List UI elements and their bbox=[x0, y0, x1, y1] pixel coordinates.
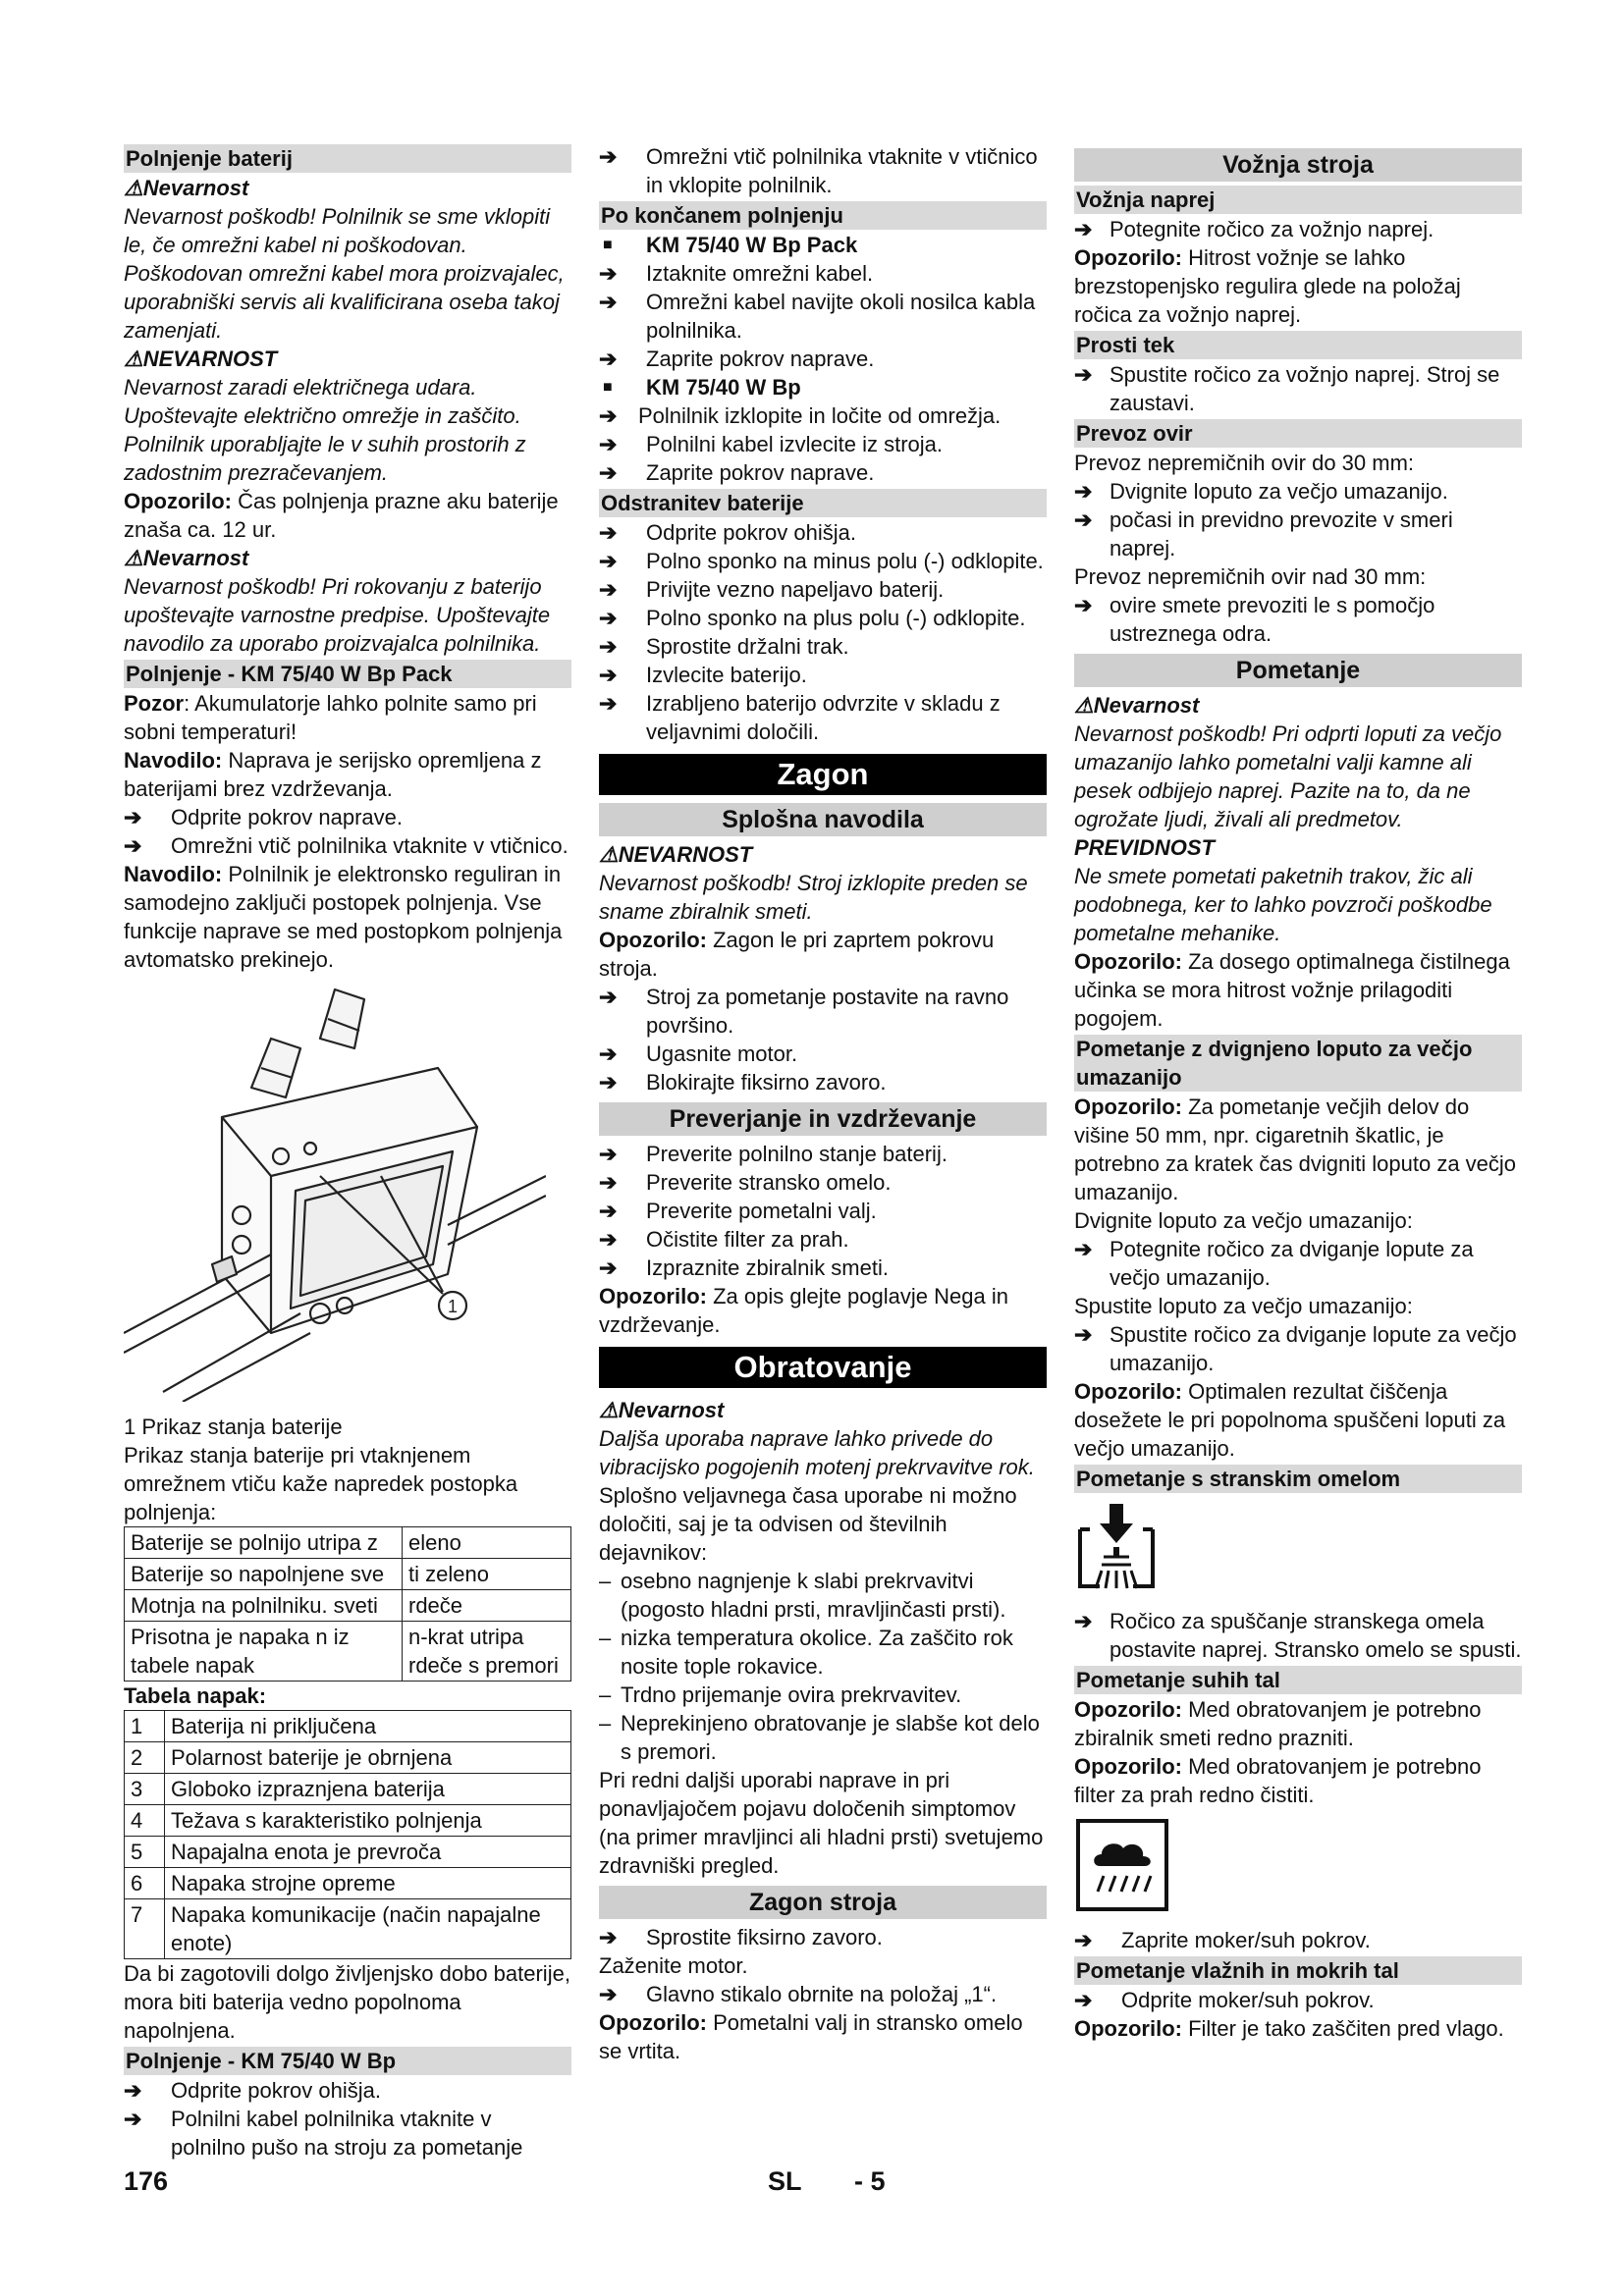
arrow-icon: ➔ bbox=[599, 1070, 618, 1095]
warning-title: ⚠Nevarnost bbox=[124, 176, 249, 200]
step: ➔ Privijte vezno napeljavo baterij. bbox=[599, 577, 945, 602]
arrow-icon: ➔ bbox=[599, 606, 618, 630]
warning-title: PREVIDNOST bbox=[1074, 835, 1216, 860]
arrow-icon: ➔ bbox=[599, 520, 618, 545]
step: ➔ Zaprite moker/suh pokrov. bbox=[1074, 1928, 1371, 1952]
arrow-icon: ➔ bbox=[599, 1041, 618, 1066]
arrow-icon: ➔ bbox=[599, 1142, 618, 1166]
step: ➔ Odprite pokrov ohišja. bbox=[599, 520, 856, 545]
list-item: – osebno nagnjenje k slabi prekrvavitvi (pogosto hladni prsti, mravljinčasti prsti). bbox=[599, 1569, 1006, 1622]
table-row: 5 Napajalna enota je prevroča bbox=[125, 1837, 571, 1868]
table-row: 4 Težava s karakteristiko polnjenja bbox=[125, 1805, 571, 1837]
heading-suha-tla: Pometanje suhih tal bbox=[1074, 1666, 1522, 1694]
arrow-icon: ➔ bbox=[599, 403, 618, 428]
arrow-icon: ➔ bbox=[124, 805, 142, 829]
note: Opozorilo: Čas polnjenja prazne aku baterije znaša ca. 12 ur. bbox=[124, 489, 559, 542]
arrow-icon: ➔ bbox=[124, 833, 142, 858]
warning-text: Nevarnost poškodb! Pri odprti loputi za večjo umazanijo lahko pometalni valji kamne ali pesek odbijejo naprej. Pazite na to, da ne ogrožate ljudi, živali ali predmetov. bbox=[1074, 721, 1502, 831]
note: Opozorilo: Med obratovanjem je potrebno filter za prah redno čistiti. bbox=[1074, 1754, 1482, 1807]
note: Opozorilo: Filter je tako zaščiten pred vlago. bbox=[1074, 2016, 1504, 2041]
step: ➔ Omrežni vtič polnilnika vtaknite v vtičnico. bbox=[124, 833, 568, 858]
note: Opozorilo: Med obratovanjem je potrebno zbiralnik smeti redno prazniti. bbox=[1074, 1697, 1482, 1750]
wet-dry-flap-icon bbox=[1074, 1815, 1172, 1913]
step: ➔ Odprite pokrov ohišja. bbox=[124, 2078, 381, 2103]
step: ➔ Omrežni kabel navijte okoli nosilca kabla polnilnika. bbox=[599, 290, 1036, 343]
paragraph: Spustite loputo za večjo umazanijo: bbox=[1074, 1294, 1413, 1318]
arrow-icon: ➔ bbox=[599, 144, 618, 169]
step: ➔ Ugasnite motor. bbox=[599, 1041, 798, 1066]
step: ➔ Odprite moker/suh pokrov. bbox=[1074, 1988, 1375, 2012]
table-row: Baterije se polnijo utripa z eleno bbox=[125, 1527, 571, 1559]
step: ➔ Polnilni kabel izvlecite iz stroja. bbox=[599, 432, 944, 456]
arrow-icon: ➔ bbox=[1074, 1988, 1093, 2012]
step: ➔ Izpraznite zbiralnik smeti. bbox=[599, 1255, 889, 1280]
note: Opozorilo: Zagon le pri zaprtem pokrovu stroja. bbox=[599, 928, 995, 981]
battery-charger-illustration bbox=[124, 980, 546, 1402]
arrow-icon: ➔ bbox=[599, 691, 618, 716]
step: ➔ Dvignite loputo za večjo umazanijo. bbox=[1074, 479, 1448, 504]
step: ➔ Iztaknite omrežni kabel. bbox=[599, 261, 874, 286]
note: Pozor: Akumulatorje lahko polnite samo pri sobni temperaturi! bbox=[124, 691, 537, 744]
error-table bbox=[124, 1710, 571, 1959]
arrow-icon: ➔ bbox=[1074, 1609, 1093, 1633]
note: Opozorilo: Pometalni valj in stransko omelo se vrtita. bbox=[599, 2010, 1023, 2063]
arrow-icon: ➔ bbox=[1074, 593, 1093, 617]
arrow-icon: ➔ bbox=[599, 1170, 618, 1195]
heading-polnjenje-pack: Polnjenje - KM 75/40 W Bp Pack bbox=[124, 660, 571, 688]
warning-title: ⚠NEVARNOST bbox=[124, 347, 278, 371]
step: ➔ Polno sponko na minus polu (-) odklopite. bbox=[599, 549, 1044, 573]
step: ➔ ovire smete prevoziti le s pomočjo ustreznega odra. bbox=[1074, 593, 1435, 646]
warning-text: Nevarnost zaradi električnega udara. Upoštevajte električno omrežje in zaščito. Polnilnik uporabljajte le v suhih prostorih z zadostnim prezračevanjem. bbox=[124, 375, 526, 485]
error-table-title: Tabela napak: bbox=[124, 1683, 267, 1708]
list-item: – nizka temperatura okolice. Za zaščito rok nosite tople rokavice. bbox=[599, 1626, 1013, 1679]
step: ➔ Očistite filter za prah. bbox=[599, 1227, 849, 1252]
note: Navodilo: Naprava je serijsko opremljena z baterijami brez vzdrževanja. bbox=[124, 748, 542, 801]
arrow-icon: ➔ bbox=[599, 549, 618, 573]
subheading: ■ KM 75/40 W Bp bbox=[599, 373, 1047, 401]
arrow-icon: ➔ bbox=[1074, 1928, 1093, 1952]
figure-caption: 1 Prikaz stanja baterije bbox=[124, 1415, 343, 1439]
arrow-icon: ➔ bbox=[599, 1255, 618, 1280]
step: ➔ Ročico za spuščanje stranskega omela postavite naprej. Stransko omelo se spusti. bbox=[1074, 1609, 1522, 1662]
paragraph: Pri redni daljši uporabi naprave in pri ponavljajočem pojavu določenih simptomov (na primer mravljinci ali hladni prsti) svetujemo zdravniški pregled. bbox=[599, 1768, 1044, 1878]
table-row: 3 Globoko izpraznjena baterija bbox=[125, 1774, 571, 1805]
heading-zagon: Zagon bbox=[599, 754, 1047, 795]
side-brush-lower-icon bbox=[1074, 1500, 1159, 1594]
list-item: – Neprekinjeno obratovanje je slabše kot delo s premori. bbox=[599, 1711, 1040, 1764]
figure-description: Prikaz stanja baterije pri vtaknjenem omrežnem vtiču kaže napredek postopka polnjenja: bbox=[124, 1443, 518, 1524]
step: ➔ Preverite polnilno stanje baterij. bbox=[599, 1142, 947, 1166]
step: ➔ Zaprite pokrov naprave. bbox=[599, 460, 875, 485]
arrow-icon: ➔ bbox=[599, 1227, 618, 1252]
table-row: Baterije so napolnjene sve ti zeleno bbox=[125, 1559, 571, 1590]
step: ➔ Sprostite fiksirno zavoro. bbox=[599, 1925, 883, 1949]
arrow-icon: ➔ bbox=[124, 2078, 142, 2103]
step: ➔ Zaprite pokrov naprave. bbox=[599, 347, 875, 371]
arrow-icon: ➔ bbox=[599, 460, 618, 485]
step: ➔ Potegnite ročico za vožnjo naprej. bbox=[1074, 217, 1435, 241]
step: ➔ Stroj za pometanje postavite na ravno površino. bbox=[599, 985, 1009, 1038]
arrow-icon: ➔ bbox=[599, 1925, 618, 1949]
paragraph: Prevoz nepremičnih ovir nad 30 mm: bbox=[1074, 564, 1427, 589]
step: ➔ Potegnite ročico za dviganje lopute za večjo umazanijo. bbox=[1074, 1237, 1474, 1290]
step: ➔ Spustite ročico za vožnjo naprej. Stroj se zaustavi. bbox=[1074, 362, 1500, 415]
step: ➔ Spustite ročico za dviganje lopute za večjo umazanijo. bbox=[1074, 1322, 1517, 1375]
arrow-icon: ➔ bbox=[1074, 217, 1093, 241]
note: Navodilo: Polnilnik je elektronsko reguliran in samodejno zaključi postopek polnjenja. Vse funkcije naprave se med postopkom polnjenja avtomatsko prekinejo. bbox=[124, 862, 563, 972]
warning-title: ⚠Nevarnost bbox=[599, 1398, 725, 1422]
table-row: Motnja na polnilniku. sveti rdeče bbox=[125, 1590, 571, 1622]
paragraph: Zaženite motor. bbox=[599, 1953, 748, 1978]
heading-po-koncanem: Po končanem polnjenju bbox=[599, 201, 1047, 230]
step: ➔ Preverite pometalni valj. bbox=[599, 1199, 877, 1223]
heading-prevoz-ovir: Prevoz ovir bbox=[1074, 419, 1522, 448]
column-3 bbox=[1074, 142, 1522, 2043]
warning-title: ⚠Nevarnost bbox=[1074, 693, 1200, 718]
step: ➔ Glavno stikalo obrnite na položaj „1“. bbox=[599, 1982, 998, 2006]
step: ➔ Izrabljeno baterijo odvrzite v skladu z veljavnimi določili. bbox=[599, 691, 1001, 744]
subheading: ■ KM 75/40 W Bp Pack bbox=[599, 231, 1047, 259]
warning-title: ⚠NEVARNOST bbox=[599, 842, 753, 867]
table-row: 1 Baterija ni priključena bbox=[125, 1711, 571, 1742]
heading-voznja-naprej: Vožnja naprej bbox=[1074, 186, 1522, 214]
paragraph: Dvignite loputo za večjo umazanijo: bbox=[1074, 1208, 1413, 1233]
bullet-icon: ■ bbox=[603, 379, 613, 396]
heading-dvignjena-loputa: Pometanje z dvignjeno loputo za večjo umazanijo bbox=[1074, 1035, 1522, 1092]
warning-text: Ne smete pometati paketnih trakov, žic ali podobnega, ker to lahko povzroči poškodbe pometalne mehanike. bbox=[1074, 864, 1492, 945]
step: ➔ Preverite stransko omelo. bbox=[599, 1170, 892, 1195]
arrow-icon: ➔ bbox=[599, 663, 618, 687]
step: ➔ Blokirajte fiksirno zavoro. bbox=[599, 1070, 887, 1095]
warning-text: Daljša uporaba naprave lahko privede do vibracijsko pogojenih motenj prekrvavitve rok. bbox=[599, 1426, 1035, 1479]
arrow-icon: ➔ bbox=[599, 261, 618, 286]
heading-splosna-navodila: Splošna navodila bbox=[599, 803, 1047, 836]
list-item: – Trdno prijemanje ovira prekrvavitev. bbox=[599, 1682, 962, 1707]
paragraph: Prevoz nepremičnih ovir do 30 mm: bbox=[1074, 451, 1415, 475]
warning-text: Nevarnost poškodb! Pri rokovanju z baterijo upoštevajte varnostne predpise. Upoštevajte navodilo za uporabo proizvajalca polnilnika. bbox=[124, 574, 551, 656]
arrow-icon: ➔ bbox=[599, 347, 618, 371]
step: ➔ Polnilnik izklopite in ločite od omrežja. bbox=[599, 403, 1001, 428]
figure-callout: 1 bbox=[447, 1297, 459, 1316]
warning-title: ⚠Nevarnost bbox=[124, 546, 249, 570]
paragraph: Splošno veljavnega časa uporabe ni možno določiti, saj je ta odvisen od številnih dejavnikov: bbox=[599, 1483, 1017, 1565]
arrow-icon: ➔ bbox=[599, 1982, 618, 2006]
note: Opozorilo: Optimalen rezultat čiščenja dosežete le pri popolnoma spuščeni loputi za večjo umazanijo. bbox=[1074, 1379, 1506, 1461]
heading-polnjenje-km: Polnjenje - KM 75/40 W Bp bbox=[124, 2047, 571, 2075]
language-code: SL bbox=[768, 2166, 802, 2196]
heading-zagon-stroja: Zagon stroja bbox=[599, 1886, 1047, 1919]
heading-voznja-stroja: Vožnja stroja bbox=[1074, 148, 1522, 182]
note: Opozorilo: Hitrost vožnje se lahko brezstopenjsko regulira glede na položaj ročica za vožnjo naprej. bbox=[1074, 245, 1461, 327]
table-row: 7 Napaka komunikacije (način napajalne enote) bbox=[125, 1899, 571, 1959]
step: ➔ Polnilni kabel polnilnika vtaknite v polnilno pušo na stroju za pometanje bbox=[124, 2107, 523, 2160]
step: ➔ Sprostite držalni trak. bbox=[599, 634, 849, 659]
page-number: 176 bbox=[124, 2166, 169, 2196]
table-row: 6 Napaka strojne opreme bbox=[125, 1868, 571, 1899]
arrow-icon: ➔ bbox=[1074, 507, 1093, 532]
note: Opozorilo: Za opis glejte poglavje Nega in vzdrževanje. bbox=[599, 1284, 1008, 1337]
arrow-icon: ➔ bbox=[599, 577, 618, 602]
arrow-icon: ➔ bbox=[599, 985, 618, 1009]
arrow-icon: ➔ bbox=[599, 290, 618, 314]
note: Opozorilo: Za pometanje večjih delov do višine 50 mm, npr. cigaretnih škatlic, je potrebno za kratek čas dvigniti loputo za večjo umazanijo. bbox=[1074, 1095, 1517, 1204]
table-row: Prisotna je napaka n iz tabele napak n-krat utripa rdeče s premori bbox=[125, 1622, 571, 1682]
column-2 bbox=[599, 142, 1047, 2065]
column-1 bbox=[124, 142, 571, 2162]
heading-preverjanje: Preverjanje in vzdrževanje bbox=[599, 1102, 1047, 1136]
heading-prosti-tek: Prosti tek bbox=[1074, 331, 1522, 359]
table-row: 2 Polarnost baterije je obrnjena bbox=[125, 1742, 571, 1774]
warning-text: Nevarnost poškodb! Stroj izklopite preden se sname zbiralnik smeti. bbox=[599, 871, 1028, 924]
heading-polnjenje-baterij: Polnjenje baterij bbox=[124, 144, 571, 173]
heading-pometanje: Pometanje bbox=[1074, 654, 1522, 687]
step: ➔ Omrežni vtič polnilnika vtaknite v vtičnico in vklopite polnilnik. bbox=[599, 144, 1038, 197]
arrow-icon: ➔ bbox=[124, 2107, 142, 2131]
section-number: - 5 bbox=[854, 2166, 886, 2196]
status-table bbox=[124, 1526, 571, 1682]
bullet-icon: ■ bbox=[603, 237, 613, 253]
battery-life-text: Da bi zagotovili dolgo življenjsko dobo baterije, mora biti baterija vedno popolnoma napolnjena. bbox=[124, 1961, 570, 2043]
arrow-icon: ➔ bbox=[1074, 1237, 1093, 1261]
step: ➔ počasi in previdno prevozite v smeri naprej. bbox=[1074, 507, 1453, 561]
step: ➔ Odprite pokrov naprave. bbox=[124, 805, 404, 829]
arrow-icon: ➔ bbox=[1074, 479, 1093, 504]
arrow-icon: ➔ bbox=[1074, 362, 1093, 387]
heading-stransko-omelo: Pometanje s stranskim omelom bbox=[1074, 1465, 1522, 1493]
arrow-icon: ➔ bbox=[1074, 1322, 1093, 1347]
arrow-icon: ➔ bbox=[599, 634, 618, 659]
heading-obratovanje: Obratovanje bbox=[599, 1347, 1047, 1388]
heading-vlazna-tla: Pometanje vlažnih in mokrih tal bbox=[1074, 1956, 1522, 1985]
arrow-icon: ➔ bbox=[599, 432, 618, 456]
arrow-icon: ➔ bbox=[599, 1199, 618, 1223]
step: ➔ Polno sponko na plus polu (-) odklopite. bbox=[599, 606, 1026, 630]
heading-odstranitev: Odstranitev baterije bbox=[599, 489, 1047, 517]
note: Opozorilo: Za dosego optimalnega čistilnega učinka se mora hitrost vožnje prilagoditi pogojem. bbox=[1074, 949, 1510, 1031]
step: ➔ Izvlecite baterijo. bbox=[599, 663, 807, 687]
warning-text: Nevarnost poškodb! Polnilnik se sme vklopiti le, če omrežni kabel ni poškodovan. Poškodovan omrežni kabel mora proizvajalec, uporabniški servis ali kvalificirana oseba takoj zamenjati. bbox=[124, 204, 565, 343]
